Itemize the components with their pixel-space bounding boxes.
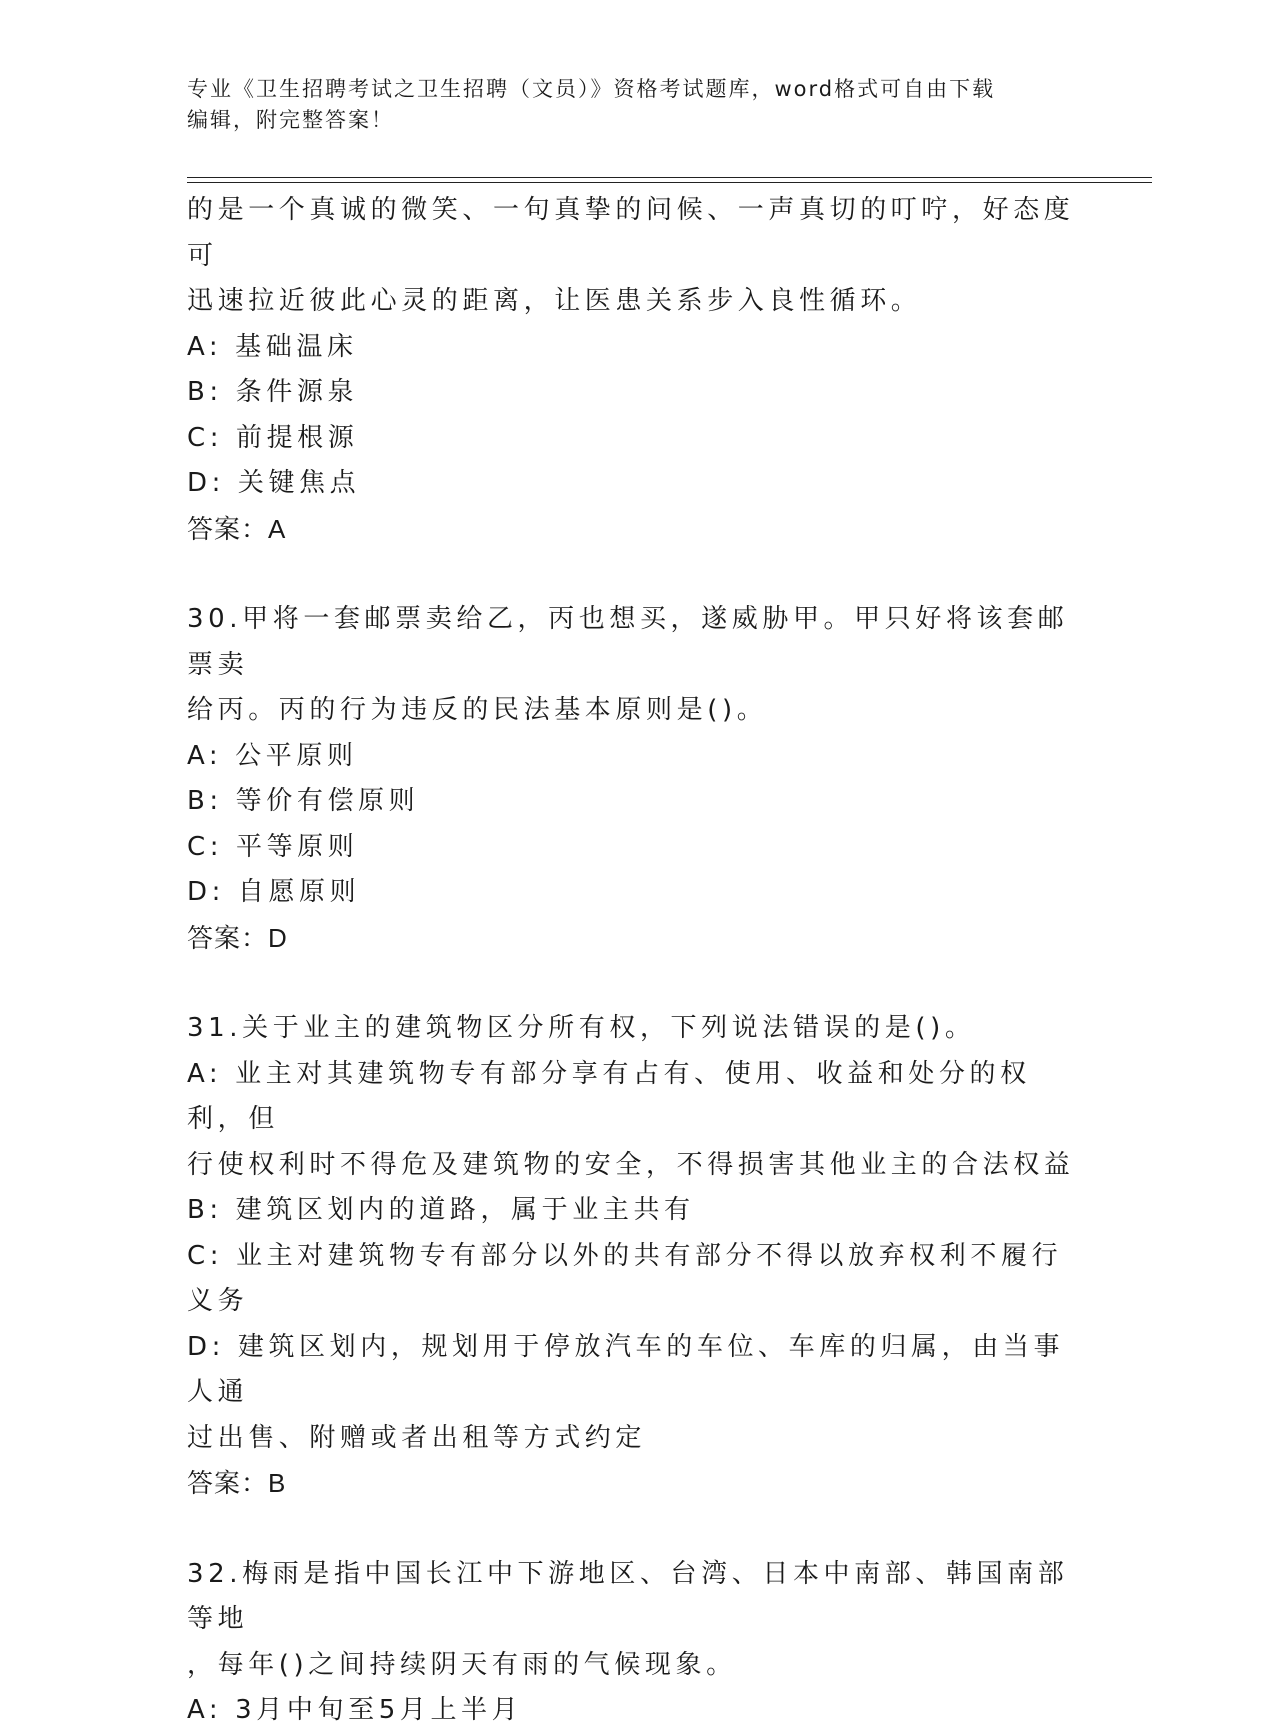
header-line-2: 编辑，附完整答案！ xyxy=(187,108,394,132)
option-a: A: 基础温床 xyxy=(187,331,358,362)
question-stem-line: 31.关于业主的建筑物区分所有权，下列说法错误的是()。 xyxy=(187,1013,976,1043)
header-line-1: 专业《卫生招聘考试之卫生招聘（文员）》资格考试题库，word格式可自由下载 xyxy=(187,77,996,101)
option-a: A: 公平原则 xyxy=(187,740,358,771)
header-rule-top xyxy=(187,177,1152,178)
option-d: D: 自愿原则 xyxy=(187,877,361,907)
document-header xyxy=(187,74,1087,136)
answer-line: 答案：B xyxy=(187,1468,287,1498)
question-content xyxy=(187,188,1087,1734)
answer-line: 答案：D xyxy=(187,922,288,953)
option-a: A: 业主对其建筑物专有部分享有占有、使用、收益和处分的权利，但 xyxy=(187,1058,1031,1134)
header-rule-bottom xyxy=(187,182,1152,183)
question-31 xyxy=(187,1006,1087,1507)
answer-line: 答案：A xyxy=(187,513,287,544)
question-stem-line: ，每年()之间持续阴天有雨的气候现象。 xyxy=(187,1649,737,1680)
option-b: B: 条件源泉 xyxy=(187,377,359,407)
question-stem-line: 迅速拉近彼此心灵的距离，让医患关系步入良性循环。 xyxy=(187,286,922,316)
option-d: D: 关键焦点 xyxy=(187,468,361,498)
option-a: A: 3月中旬至5月上半月 xyxy=(187,1695,523,1725)
question-32 xyxy=(187,1552,1087,1734)
question-stem-line: 给丙。丙的行为违反的民法基本原则是()。 xyxy=(187,695,768,725)
question-stem-line: 32.梅雨是指中国长江中下游地区、台湾、日本中南部、韩国南部等地 xyxy=(187,1558,1069,1634)
option-b: B: 等价有偿原则 xyxy=(187,786,420,816)
question-29 xyxy=(187,188,1087,552)
option-c: C: 业主对建筑物专有部分以外的共有部分不得以放弃权利不履行义务 xyxy=(187,1240,1063,1316)
option-a-continued: 行使权利时不得危及建筑物的安全，不得损害其他业主的合法权益 xyxy=(187,1149,1075,1180)
question-stem-line: 30.甲将一套邮票卖给乙，丙也想买，遂威胁甲。甲只好将该套邮票卖 xyxy=(187,604,1069,680)
option-c: C: 平等原则 xyxy=(187,831,359,862)
option-b: B: 建筑区划内的道路，属于业主共有 xyxy=(187,1195,695,1225)
option-c: C: 前提根源 xyxy=(187,422,359,453)
option-d: D: 建筑区划内，规划用于停放汽车的车位、车库的归属，由当事人通 xyxy=(187,1331,1065,1407)
question-30 xyxy=(187,597,1087,961)
option-d-continued: 过出售、附赠或者出租等方式约定 xyxy=(187,1422,647,1453)
question-stem-line: 的是一个真诚的微笑、一句真挚的问候、一声真切的叮咛，好态度可 xyxy=(187,195,1075,271)
